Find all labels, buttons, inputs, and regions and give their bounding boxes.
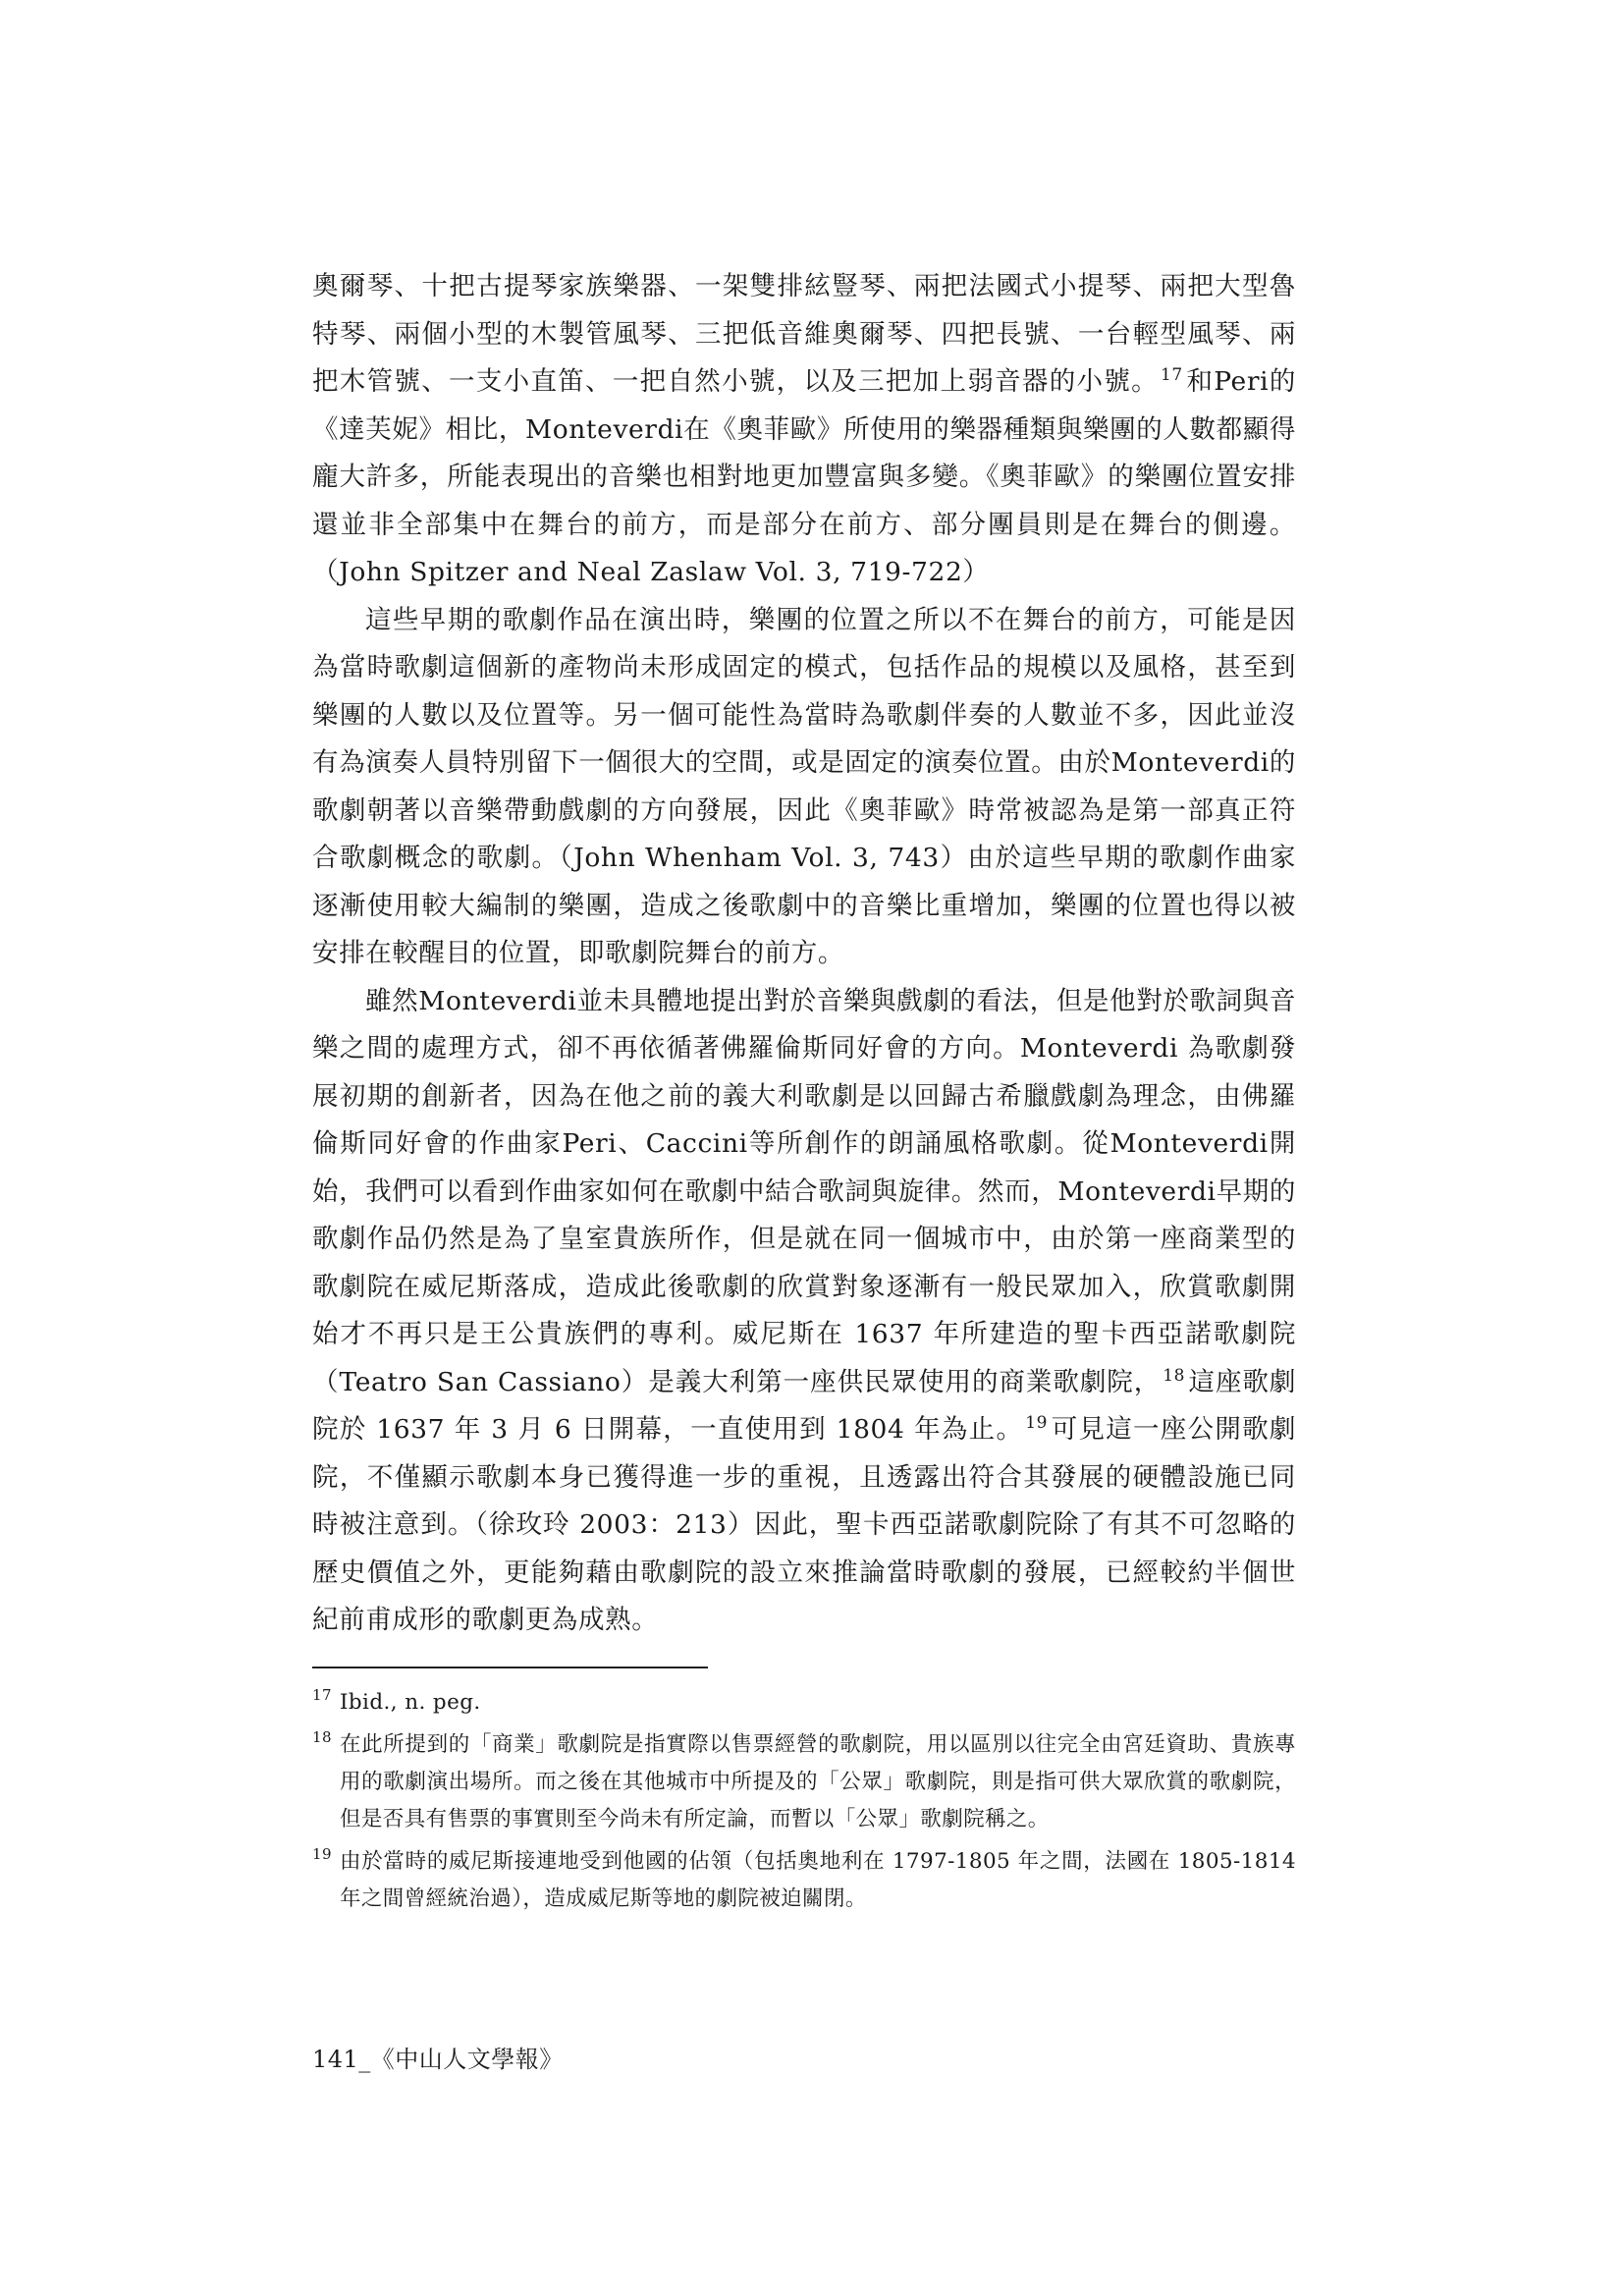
paragraph-3	[312, 978, 1296, 1645]
page-footer: 141_《中山人文學報》	[312, 2046, 564, 2073]
footnote-ref-18[interactable]: 18	[1163, 1365, 1186, 1386]
footnote-18	[312, 1726, 1296, 1838]
paragraph-3-text-a: 雖然Monteverdi並未具體地提出對於音樂與戲劇的看法，但是他對於歌詞與音樂之間的處理方式，卻不再依循著佛羅倫斯同好會的方向。Monteverdi 為歌劇發展初期的創新者，因為在他之前的義大利歌劇是以回歸古希臘戲劇為理念，由佛羅倫斯同好會的作曲家Peri、Caccini等所創作的朗誦風格歌劇。從Monteverdi開始，我們可以看到作曲家如何在歌劇中結合歌詞與旋律。然而，Monteverdi早期的歌劇作品仍然是為了皇室貴族所作，但是就在同一個城市中，由於第一座商業型的歌劇院在威尼斯落成，造成此後歌劇的欣賞對象逐漸有一般民眾加入，欣賞歌劇開始才不再只是王公貴族們的專利。威尼斯在 1637 年所建造的聖卡西亞諾歌劇院（Teatro San Cassiano）是義大利第一座供民眾使用的商業歌劇院，	[312, 985, 1296, 1397]
body-text	[312, 263, 1296, 1645]
paragraph-3-text-b: 這座歌劇院於 1637 年 3 月 6 日開幕，一直使用到 1804 年為止。	[312, 1366, 1297, 1445]
footnote-text: Ibid., n. peg.	[340, 1690, 481, 1715]
paragraph-1-text-b: 和Peri的《達芙妮》相比，Monteverdi在《奧菲歐》所使用的樂器種類與樂團的人數都顯得龐大許多，所能表現出的音樂也相對地更加豐富與多變。《奧菲歐》的樂團位置安排還並非全部集中在舞台的前方，而是部分在前方、部分團員則是在舞台的側邊。（John Spitzer and Neal Zaslaw Vol. 3, 719-722）	[312, 366, 1296, 587]
paragraph-2: 這些早期的歌劇作品在演出時，樂團的位置之所以不在舞台的前方，可能是因為當時歌劇這個新的產物尚未形成固定的模式，包括作品的規模以及風格，甚至到樂團的人數以及位置等。另一個可能性為當時為歌劇伴奏的人數並不多，因此並沒有為演奏人員特別留下一個很大的空間，或是固定的演奏位置。由於Monteverdi的歌劇朝著以音樂帶動戲劇的方向發展，因此《奧菲歐》時常被認為是第一部真正符合歌劇概念的歌劇。（John Whenham Vol. 3, 743）由於這些早期的歌劇作曲家逐漸使用較大編制的樂團，造成之後歌劇中的音樂比重增加，樂團的位置也得以被安排在較醒目的位置，即歌劇院舞台的前方。	[312, 604, 1296, 968]
footnote-19	[312, 1843, 1296, 1918]
paragraph-3-text-c: 可見這一座公開歌劇院，不僅顯示歌劇本身已獲得進一步的重視，且透露出符合其發展的硬體設施已同時被注意到。（徐玫玲 2003：213）因此，聖卡西亞諾歌劇院除了有其不可忽略的歷史價值之外，更能夠藉由歌劇院的設立來推論當時歌劇的發展，已經較約半個世紀前甫成形的歌劇更為成熟。	[312, 1414, 1296, 1635]
paragraph-1-text-a: 奧爾琴、十把古提琴家族樂器、一架雙排絃豎琴、兩把法國式小提琴、兩把大型魯特琴、兩個小型的木製管風琴、三把低音維奧爾琴、四把長號、一台輕型風琴、兩把木管號、一支小直笛、一把自然小號，以及三把加上弱音器的小號。	[312, 271, 1296, 397]
footnote-number: 18	[312, 1728, 332, 1746]
footnote-text: 在此所提到的「商業」歌劇院是指實際以售票經營的歌劇院，用以區別以往完全由宮廷資助、貴族專用的歌劇演出場所。而之後在其他城市中所提及的「公眾」歌劇院，則是指可供大眾欣賞的歌劇院，但是否具有售票的事實則至今尚未有所定論，而暫以「公眾」歌劇院稱之。	[340, 1732, 1296, 1831]
footnote-number: 19	[312, 1845, 332, 1863]
footnote-17	[312, 1684, 1296, 1722]
footnote-text: 由於當時的威尼斯接連地受到他國的佔領（包括奧地利在 1797-1805 年之間，法國在 1805-1814 年之間曾經統治過），造成威尼斯等地的劇院被迫關閉。	[340, 1849, 1296, 1911]
footnote-separator	[312, 1667, 708, 1668]
paragraph-1	[312, 263, 1296, 597]
footnote-number: 17	[312, 1686, 332, 1704]
footnotes	[312, 1684, 1296, 1923]
footnote-ref-19[interactable]: 19	[1025, 1413, 1049, 1434]
footnote-ref-17[interactable]: 17	[1160, 365, 1183, 386]
